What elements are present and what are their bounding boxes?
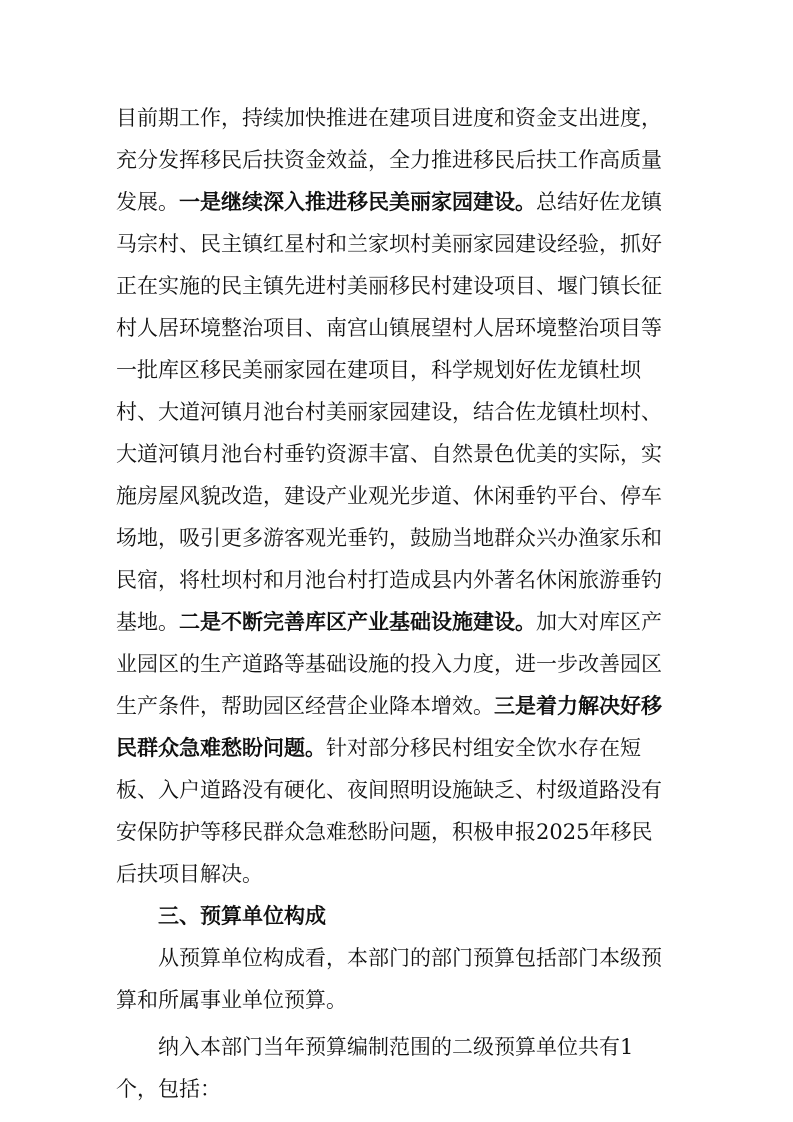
emphasis-point-three: 三是着力解决好移 [494, 694, 662, 718]
text-line: 村、大道河镇月池台村美丽家园建设，结合佐龙镇杜坝村、 [116, 400, 662, 424]
text-line: 充分发挥移民后扶资金效益，全力推进移民后扶工作高质量 [116, 148, 662, 172]
text-line: 目前期工作，持续加快推进在建项目进度和资金支出进度， [116, 106, 662, 130]
text-line: 民宿，将杜坝村和月池台村打造成县内外著名休闲旅游垂钓 [116, 568, 662, 592]
section-heading-budget-units: 三、预算单位构成 [158, 904, 326, 928]
text-run: 生产条件，帮助园区经营企业降本增效。 [116, 694, 494, 718]
text-line: 个，包括： [116, 1077, 221, 1101]
paragraph-progress-plan [116, 97, 678, 895]
text-line [116, 601, 678, 643]
text-run: 加大对库区产 [536, 610, 662, 634]
text-line: 后扶项目解决。 [116, 862, 263, 886]
text-line: 安保防护等移民群众急难愁盼问题，积极申报2025年移民 [116, 820, 653, 844]
text-line: 业园区的生产道路等基础设施的投入力度，进一步改善园区 [116, 652, 662, 676]
text-line: 板、入户道路没有硬化、夜间照明设施缺乏、村级道路没有 [116, 778, 662, 802]
text-line: 村人居环境整治项目、南宫山镇展望村人居环境整治项目等 [116, 316, 662, 340]
text-line: 一批库区移民美丽家园在建项目，科学规划好佐龙镇杜坝 [116, 358, 641, 382]
text-line: 施房屋风貌改造，建设产业观光步道、休闲垂钓平台、停车 [116, 484, 662, 508]
emphasis-point-three-cont: 民群众急难愁盼问题。 [116, 736, 326, 760]
document-body [116, 97, 678, 1110]
text-line: 算和所属事业单位预算。 [116, 988, 347, 1012]
text-line: 马宗村、民主镇红星村和兰家坝村美丽家园建设经验，抓好 [116, 232, 662, 256]
emphasis-point-two: 二是不断完善库区产业基础设施建设。 [179, 610, 536, 634]
text-run: 针对部分移民村组安全饮水存在短 [326, 736, 641, 760]
text-line: 大道河镇月池台村垂钓资源丰富、自然景色优美的实际，实 [116, 442, 662, 466]
text-run: 发展。 [116, 190, 179, 214]
text-line: 场地，吸引更多游客观光垂钓，鼓励当地群众兴办渔家乐和 [116, 526, 662, 550]
paragraph-budget-composition [116, 937, 678, 1021]
text-run: 基地。 [116, 610, 179, 634]
text-run: 总结好佐龙镇 [536, 190, 662, 214]
text-line: 纳入本部门当年预算编制范围的二级预算单位共有1 [158, 1035, 634, 1059]
paragraph-secondary-units [116, 1026, 678, 1110]
text-line [116, 181, 678, 223]
text-line: 从预算单位构成看，本部门的部门预算包括部门本级预 [158, 946, 662, 970]
text-line [116, 727, 678, 769]
text-line [116, 685, 678, 727]
emphasis-point-one: 一是继续深入推进移民美丽家园建设。 [179, 190, 536, 214]
text-line: 正在实施的民主镇先进村美丽移民村建设项目、堰门镇长征 [116, 274, 662, 298]
